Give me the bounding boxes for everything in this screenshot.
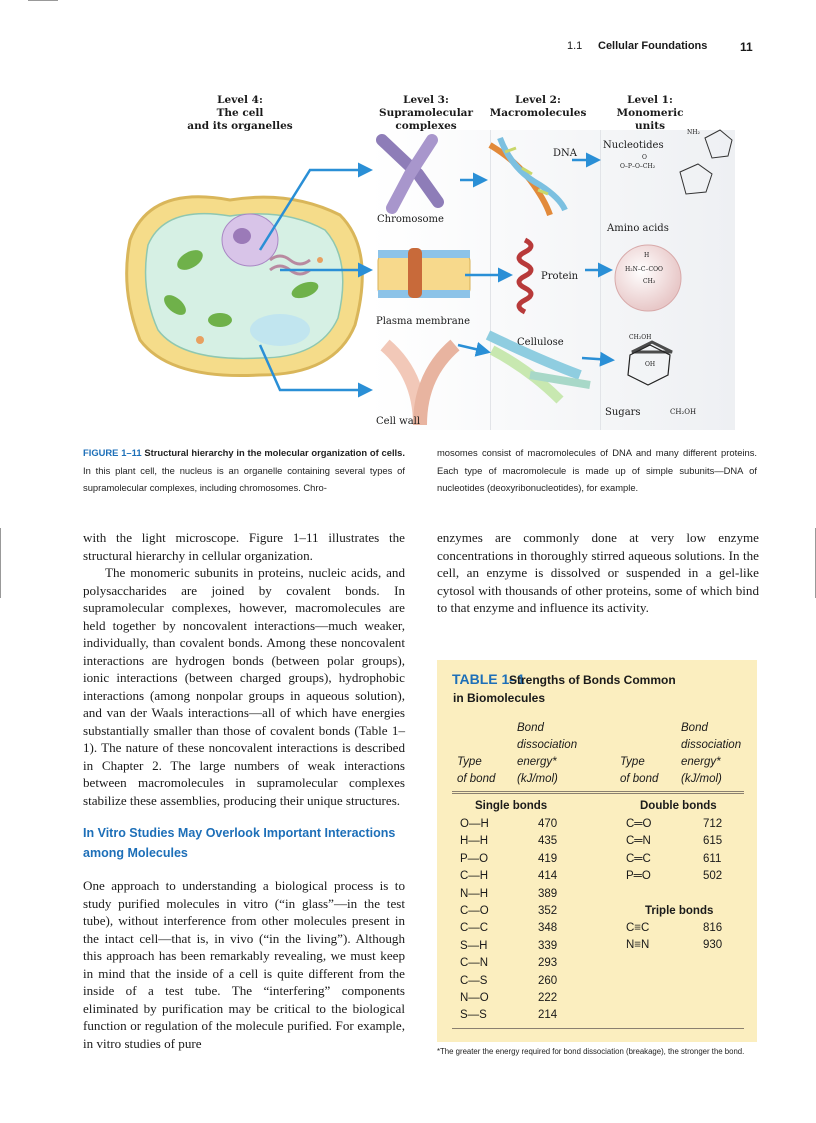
bond-energy: 611 [703, 852, 722, 865]
bond-name: S—S [460, 1009, 487, 1022]
body-column-right [437, 529, 759, 617]
level-4-line: and its organelles [187, 120, 293, 132]
bond-name: C═N [626, 835, 651, 848]
label-sugars: Sugars [605, 407, 641, 418]
bond-energy: 339 [538, 939, 558, 952]
chem-phosphate: O–P–O–CH₂ [620, 163, 656, 170]
bond-name: C—O [460, 905, 489, 917]
level-3-line: complexes [395, 120, 457, 132]
label-amino-acids: Amino acids [607, 223, 669, 234]
level-2-line: Level 2: [515, 94, 561, 106]
plant-cell-illustration [127, 197, 363, 376]
crop-mark-top [28, 0, 58, 1]
bond-name: C—H [460, 870, 489, 883]
running-head-title: Cellular Foundations [598, 40, 708, 52]
header-line: energy* [681, 756, 721, 768]
header-line: of bond [620, 773, 659, 785]
label-protein: Protein [541, 271, 579, 282]
label-dna: DNA [553, 148, 577, 159]
margin-rule-left [0, 528, 1, 598]
col-header-type-right [620, 754, 658, 788]
level-1-heading [600, 94, 700, 133]
col-header-energy-right [681, 720, 741, 788]
bond-name: O—H [460, 818, 489, 830]
label-cell-wall: Cell wall [376, 416, 421, 427]
figure-1-11 [120, 90, 740, 430]
body-column-left [83, 529, 405, 1052]
bond-energy: 389 [538, 887, 558, 900]
col-header-type-left [457, 754, 495, 788]
level-3-heading [370, 94, 482, 133]
paragraph: enzymes are commonly done at very low enzyme concentrations in thoroughly stirred aqueous solutions. In the cell, an enzyme is dissolved or suspended in a gel-like cytosol with thousands of other proteins, some of which bind to that enzyme and influence its activity. [437, 530, 759, 615]
level-1-line: Level 1: [627, 94, 673, 106]
label-plasma-membrane: Plasma membrane [376, 316, 471, 327]
bond-name: P═O [626, 870, 651, 883]
label-nucleotides: Nucleotides [603, 140, 664, 151]
col-header-energy-left [517, 720, 577, 788]
level-3-line: Supramolecular [378, 107, 474, 119]
bond-energy: 293 [538, 957, 558, 970]
header-line: dissociation [517, 739, 578, 751]
bond-name: P—O [460, 852, 489, 865]
header-line: (kJ/mol) [681, 773, 722, 785]
group-single-bonds: Single bonds [475, 800, 548, 812]
table-number: TABLE 1–1 [452, 671, 525, 687]
bond-energy: 615 [703, 835, 723, 848]
bond-name: N≡N [626, 939, 650, 952]
chem-h: H [644, 252, 650, 259]
header-line: dissociation [681, 739, 742, 751]
level-4-heading [175, 94, 305, 133]
header-line: Type [457, 756, 482, 768]
level-4-line: The cell [216, 107, 264, 119]
header-line: of bond [457, 773, 496, 785]
section-heading: In Vitro Studies May Overlook Important Interactions among Molecules [83, 826, 396, 860]
bond-name: N—H [460, 887, 489, 900]
figure-caption-left [83, 444, 405, 497]
level-2-heading [488, 94, 588, 120]
page-number: 11 [740, 40, 753, 54]
paragraph: One approach to understanding a biological process is to study purified molecules in vitro (“in glass”—in the test tube), without interference from other molecules present in the intact cell—that is, in vivo (“in the living”). Although this approach has been remarkably revealing, we must keep in mind that the inside of a cell is quite different from the inside of a test tube. The “interfering” components eliminated by purification may be critical to the biological function or regulation of the molecule purified. For example, in vitro studies of pure [83, 878, 405, 1051]
table-title-line1: Strengths of Bonds Common [509, 673, 676, 687]
table-rule-top [452, 791, 744, 792]
bond-name: S—H [460, 939, 488, 952]
bond-name: C—S [460, 974, 488, 987]
paragraph: The monomeric subunits in proteins, nucleic acids, and polysaccharides are joined by covalent bonds. In supramolecular complexes, however, macromolecules are held together by noncovalent interactions—much weaker, individually, than covalent bonds. Among these noncovalent interactions are hydrogen bonds (between polar groups), ionic interactions (between charged groups), hydrophobic interactions (among nonpolar groups in aqueous solution), and van der Waals interactions—all of which have energies substantially smaller than those of covalent bonds (Table 1–1). The nature of these noncovalent interactions is described in Chapter 2. The large numbers of weak interactions between macromolecules in supramolecular complexes stabilize these assemblies, producing their unique structures. [83, 565, 405, 808]
level-2-line: Macromolecules [489, 107, 587, 119]
bond-name: H—H [460, 835, 489, 848]
label-cellulose: Cellulose [517, 337, 564, 348]
chem-amino: H₂N–C–COO [625, 266, 663, 273]
bond-energy: 214 [538, 1009, 558, 1022]
bond-energy: 419 [538, 852, 558, 865]
chem-ch3: CH₃ [643, 278, 656, 285]
table-title-line2: in Biomolecules [453, 691, 546, 705]
figure-caption-right: mosomes consist of macromolecules of DNA and many different proteins. Each type of macromolecule is made up of simple subunits—DNA of nucleotides (deoxyribonucleotides), for example. [437, 447, 757, 493]
figure-caption-title: Structural hierarchy in the molecular organization of cells. [144, 447, 405, 458]
bond-energy: 348 [538, 922, 558, 935]
bond-energy: 414 [538, 870, 558, 883]
paragraph: with the light microscope. Figure 1–11 illustrates the structural hierarchy in cellular organization. [83, 530, 405, 563]
bond-name: C—C [460, 922, 489, 935]
chem-ch2oh: CH₂OH [670, 408, 697, 416]
figure-label: FIGURE 1–11 [83, 447, 142, 458]
bond-name: C—N [460, 957, 489, 970]
bond-name: C≡C [626, 922, 650, 934]
header-line: (kJ/mol) [517, 773, 558, 785]
bond-energy: 930 [703, 939, 723, 952]
chem-ch2oh-ring: CH₂OH [629, 334, 652, 341]
header-line: Bond [517, 722, 544, 734]
bond-name: N—O [460, 992, 489, 1004]
chem-oh: OH [645, 361, 656, 368]
bond-name: C═C [626, 852, 651, 865]
group-triple-bonds: Triple bonds [645, 905, 714, 917]
plasma-membrane-illustration [378, 248, 470, 298]
bond-energy: 352 [538, 905, 558, 917]
table-rule-bottom [452, 1028, 744, 1029]
figure-caption-text: In this plant cell, the nucleus is an organelle containing several types of supramolecular complexes, including chromosomes. Chro- [83, 464, 405, 493]
bond-energy: 712 [703, 818, 723, 830]
bond-energy: 435 [538, 835, 558, 848]
chem-o: O [642, 154, 647, 161]
bond-name: C═O [626, 818, 652, 830]
chem-nh2: NH₂ [687, 129, 700, 136]
group-double-bonds: Double bonds [640, 800, 717, 812]
level-4-line: Level 4: [217, 94, 263, 106]
running-head-section: 1.1 [567, 40, 583, 52]
bond-energy: 816 [703, 922, 723, 934]
table-rule-top-2 [452, 793, 744, 794]
table-footnote: *The greater the energy required for bond dissociation (breakage), the stronger the bond. [437, 1047, 745, 1056]
header-line: Type [620, 756, 645, 768]
header-line: Bond [681, 722, 708, 734]
level-1-line: Monomeric units [616, 107, 684, 132]
bond-energy: 470 [538, 818, 558, 830]
level-3-line: Level 3: [403, 94, 449, 106]
label-chromosome: Chromosome [377, 214, 444, 225]
bond-energy: 222 [538, 992, 558, 1004]
bond-energy: 260 [538, 974, 558, 987]
header-line: energy* [517, 756, 557, 768]
bond-energy: 502 [703, 870, 723, 883]
